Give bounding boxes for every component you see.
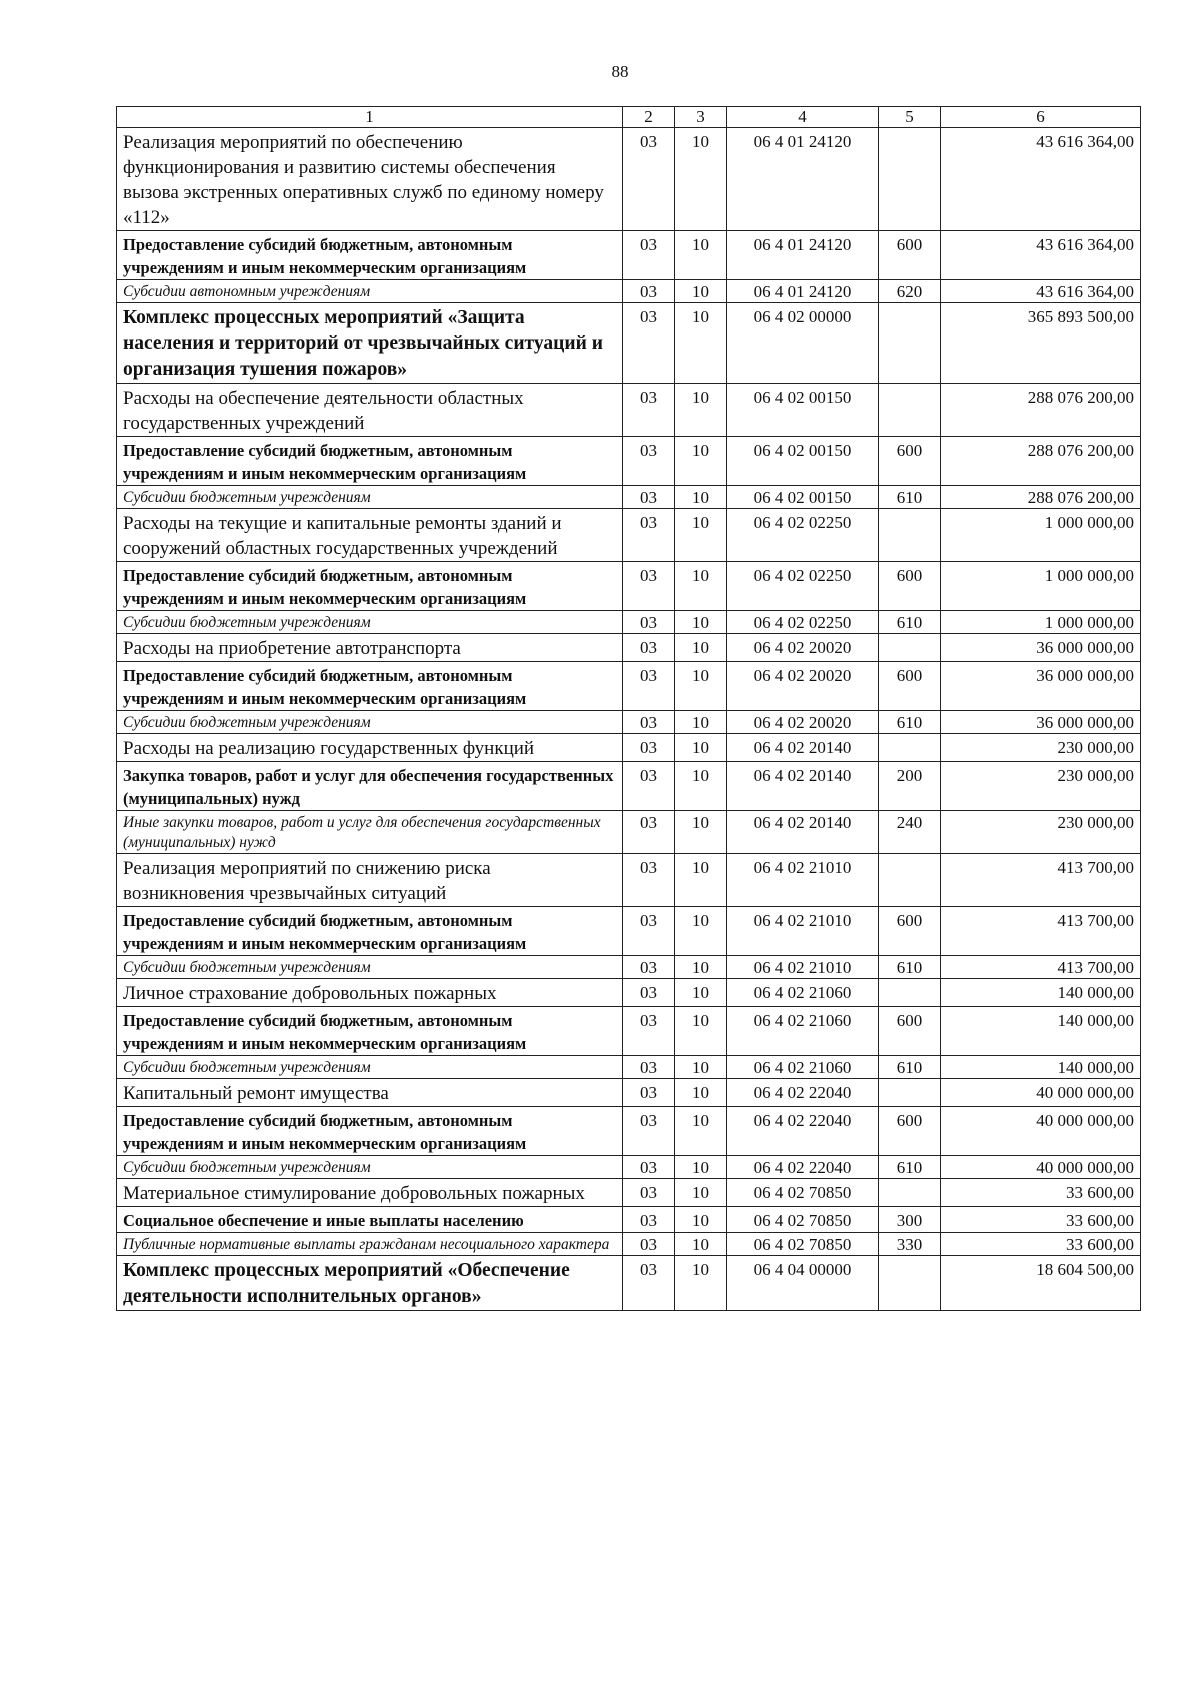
column-number-row [117, 107, 1141, 128]
row-name-cell: Социальное обеспечение и иные выплаты населению [117, 1207, 623, 1233]
section-code-cell: 03 [623, 1156, 675, 1179]
section-code-cell: 03 [623, 1179, 675, 1207]
table-row [117, 1079, 1141, 1107]
subsection-code-cell: 10 [675, 509, 727, 562]
row-name-cell: Предоставление субсидий бюджетным, автономным учреждениям и иным некоммерческим организациям [117, 231, 623, 280]
subsection-code-cell: 10 [675, 1056, 727, 1079]
row-name-cell: Субсидии бюджетным учреждениям [117, 486, 623, 509]
section-code-cell: 03 [623, 509, 675, 562]
table-row [117, 303, 1141, 384]
subsection-code-cell: 10 [675, 231, 727, 280]
table-row [117, 662, 1141, 711]
row-name-cell: Личное страхование добровольных пожарных [117, 979, 623, 1007]
subsection-code-cell: 10 [675, 762, 727, 811]
subsection-code-cell: 10 [675, 1207, 727, 1233]
amount-cell: 288 076 200,00 [941, 486, 1141, 509]
subsection-code-cell: 10 [675, 1233, 727, 1256]
section-code-cell: 03 [623, 956, 675, 979]
expense-type-cell: 240 [879, 811, 941, 854]
section-code-cell: 03 [623, 1233, 675, 1256]
section-code-cell: 03 [623, 854, 675, 907]
expense-type-cell: 610 [879, 711, 941, 734]
row-name-cell: Субсидии автономным учреждениям [117, 280, 623, 303]
expense-type-cell [879, 128, 941, 231]
column-number-2: 2 [623, 107, 675, 128]
amount-cell: 140 000,00 [941, 1056, 1141, 1079]
row-name-cell: Комплекс процессных мероприятий «Защита населения и территорий от чрезвычайных ситуаций и организация тушения пожаров» [117, 303, 623, 384]
section-code-cell: 03 [623, 128, 675, 231]
amount-cell: 33 600,00 [941, 1207, 1141, 1233]
row-name-cell: Материальное стимулирование добровольных пожарных [117, 1179, 623, 1207]
table-row [117, 280, 1141, 303]
table-row [117, 734, 1141, 762]
amount-cell: 33 600,00 [941, 1179, 1141, 1207]
table-row [117, 1056, 1141, 1079]
amount-cell: 43 616 364,00 [941, 128, 1141, 231]
expense-type-cell [879, 634, 941, 662]
column-number-4: 4 [727, 107, 879, 128]
table-row [117, 128, 1141, 231]
section-code-cell: 03 [623, 979, 675, 1007]
target-article-cell: 06 4 02 21060 [727, 1007, 879, 1056]
amount-cell: 140 000,00 [941, 1007, 1141, 1056]
section-code-cell: 03 [623, 231, 675, 280]
subsection-code-cell: 10 [675, 437, 727, 486]
expense-type-cell [879, 384, 941, 437]
amount-cell: 230 000,00 [941, 811, 1141, 854]
expense-type-cell: 600 [879, 1107, 941, 1156]
subsection-code-cell: 10 [675, 1256, 727, 1311]
section-code-cell: 03 [623, 1056, 675, 1079]
expense-type-cell [879, 979, 941, 1007]
subsection-code-cell: 10 [675, 711, 727, 734]
subsection-code-cell: 10 [675, 486, 727, 509]
table-row [117, 811, 1141, 854]
row-name-cell: Предоставление субсидий бюджетным, автономным учреждениям и иным некоммерческим организациям [117, 662, 623, 711]
table-row [117, 509, 1141, 562]
target-article-cell: 06 4 02 70850 [727, 1233, 879, 1256]
target-article-cell: 06 4 02 22040 [727, 1079, 879, 1107]
row-name-cell: Субсидии бюджетным учреждениям [117, 1156, 623, 1179]
expense-type-cell [879, 303, 941, 384]
row-name-cell: Субсидии бюджетным учреждениям [117, 611, 623, 634]
target-article-cell: 06 4 02 02250 [727, 509, 879, 562]
expense-type-cell [879, 1179, 941, 1207]
amount-cell: 43 616 364,00 [941, 231, 1141, 280]
row-name-cell: Закупка товаров, работ и услуг для обеспечения государственных (муниципальных) нужд [117, 762, 623, 811]
subsection-code-cell: 10 [675, 1156, 727, 1179]
subsection-code-cell: 10 [675, 384, 727, 437]
row-name-cell: Субсидии бюджетным учреждениям [117, 1056, 623, 1079]
column-number-5: 5 [879, 107, 941, 128]
section-code-cell: 03 [623, 1207, 675, 1233]
amount-cell: 230 000,00 [941, 762, 1141, 811]
amount-cell: 43 616 364,00 [941, 280, 1141, 303]
expense-type-cell: 300 [879, 1207, 941, 1233]
subsection-code-cell: 10 [675, 854, 727, 907]
amount-cell: 40 000 000,00 [941, 1079, 1141, 1107]
amount-cell: 40 000 000,00 [941, 1156, 1141, 1179]
subsection-code-cell: 10 [675, 1107, 727, 1156]
column-number-1: 1 [117, 107, 623, 128]
target-article-cell: 06 4 02 22040 [727, 1156, 879, 1179]
row-name-cell: Реализация мероприятий по снижению риска возникновения чрезвычайных ситуаций [117, 854, 623, 907]
table-row [117, 384, 1141, 437]
budget-table [116, 106, 1141, 1311]
section-code-cell: 03 [623, 1079, 675, 1107]
table-row [117, 1256, 1141, 1311]
table-row [117, 437, 1141, 486]
section-code-cell: 03 [623, 1007, 675, 1056]
row-name-cell: Предоставление субсидий бюджетным, автономным учреждениям и иным некоммерческим организациям [117, 1007, 623, 1056]
subsection-code-cell: 10 [675, 562, 727, 611]
table-row [117, 1207, 1141, 1233]
section-code-cell: 03 [623, 1256, 675, 1311]
table-row [117, 1233, 1141, 1256]
amount-cell: 413 700,00 [941, 956, 1141, 979]
subsection-code-cell: 10 [675, 611, 727, 634]
expense-type-cell: 620 [879, 280, 941, 303]
table-row [117, 231, 1141, 280]
row-name-cell: Субсидии бюджетным учреждениям [117, 956, 623, 979]
amount-cell: 140 000,00 [941, 979, 1141, 1007]
target-article-cell: 06 4 02 02250 [727, 611, 879, 634]
row-name-cell: Субсидии бюджетным учреждениям [117, 711, 623, 734]
expense-type-cell: 600 [879, 562, 941, 611]
row-name-cell: Предоставление субсидий бюджетным, автономным учреждениям и иным некоммерческим организациям [117, 1107, 623, 1156]
target-article-cell: 06 4 02 20140 [727, 762, 879, 811]
row-name-cell: Публичные нормативные выплаты гражданам несоциального характера [117, 1233, 623, 1256]
amount-cell: 1 000 000,00 [941, 509, 1141, 562]
table-row [117, 1107, 1141, 1156]
row-name-cell: Расходы на обеспечение деятельности областных государственных учреждений [117, 384, 623, 437]
target-article-cell: 06 4 01 24120 [727, 231, 879, 280]
row-name-cell: Предоставление субсидий бюджетным, автономным учреждениям и иным некоммерческим организациям [117, 907, 623, 956]
expense-type-cell: 600 [879, 907, 941, 956]
row-name-cell: Расходы на приобретение автотранспорта [117, 634, 623, 662]
target-article-cell: 06 4 02 21010 [727, 907, 879, 956]
expense-type-cell [879, 1079, 941, 1107]
expense-type-cell [879, 1256, 941, 1311]
expense-type-cell: 610 [879, 486, 941, 509]
section-code-cell: 03 [623, 1107, 675, 1156]
target-article-cell: 06 4 02 00150 [727, 437, 879, 486]
table-row [117, 634, 1141, 662]
target-article-cell: 06 4 02 20140 [727, 811, 879, 854]
amount-cell: 33 600,00 [941, 1233, 1141, 1256]
expense-type-cell: 610 [879, 1156, 941, 1179]
page-number: 88 [611, 62, 629, 81]
target-article-cell: 06 4 02 20020 [727, 634, 879, 662]
target-article-cell: 06 4 01 24120 [727, 128, 879, 231]
section-code-cell: 03 [623, 711, 675, 734]
target-article-cell: 06 4 02 20020 [727, 711, 879, 734]
amount-cell: 413 700,00 [941, 907, 1141, 956]
target-article-cell: 06 4 02 22040 [727, 1107, 879, 1156]
table-row [117, 562, 1141, 611]
row-name-cell: Реализация мероприятий по обеспечению функционирования и развитию системы обеспечения вызова экстренных оперативных служб по единому номеру «112» [117, 128, 623, 231]
target-article-cell: 06 4 02 00000 [727, 303, 879, 384]
section-code-cell: 03 [623, 384, 675, 437]
target-article-cell: 06 4 01 24120 [727, 280, 879, 303]
amount-cell: 230 000,00 [941, 734, 1141, 762]
expense-type-cell [879, 854, 941, 907]
subsection-code-cell: 10 [675, 1179, 727, 1207]
section-code-cell: 03 [623, 562, 675, 611]
section-code-cell: 03 [623, 907, 675, 956]
amount-cell: 1 000 000,00 [941, 611, 1141, 634]
amount-cell: 40 000 000,00 [941, 1107, 1141, 1156]
expense-type-cell [879, 509, 941, 562]
subsection-code-cell: 10 [675, 303, 727, 384]
section-code-cell: 03 [623, 811, 675, 854]
target-article-cell: 06 4 02 02250 [727, 562, 879, 611]
amount-cell: 36 000 000,00 [941, 711, 1141, 734]
row-name-cell: Капитальный ремонт имущества [117, 1079, 623, 1107]
target-article-cell: 06 4 02 21010 [727, 854, 879, 907]
expense-type-cell: 200 [879, 762, 941, 811]
section-code-cell: 03 [623, 280, 675, 303]
table-row [117, 762, 1141, 811]
expense-type-cell: 610 [879, 611, 941, 634]
table-row [117, 1007, 1141, 1056]
row-name-cell: Расходы на текущие и капитальные ремонты зданий и сооружений областных государственных учреждений [117, 509, 623, 562]
expense-type-cell [879, 734, 941, 762]
subsection-code-cell: 10 [675, 907, 727, 956]
budget-table-body [117, 107, 1141, 1311]
section-code-cell: 03 [623, 662, 675, 711]
table-row [117, 611, 1141, 634]
subsection-code-cell: 10 [675, 956, 727, 979]
table-row [117, 979, 1141, 1007]
column-number-6: 6 [941, 107, 1141, 128]
amount-cell: 18 604 500,00 [941, 1256, 1141, 1311]
expense-type-cell: 610 [879, 1056, 941, 1079]
target-article-cell: 06 4 02 20140 [727, 734, 879, 762]
table-row [117, 711, 1141, 734]
subsection-code-cell: 10 [675, 662, 727, 711]
subsection-code-cell: 10 [675, 811, 727, 854]
target-article-cell: 06 4 02 00150 [727, 486, 879, 509]
section-code-cell: 03 [623, 486, 675, 509]
target-article-cell: 06 4 02 21060 [727, 979, 879, 1007]
expense-type-cell: 610 [879, 956, 941, 979]
target-article-cell: 06 4 02 70850 [727, 1207, 879, 1233]
subsection-code-cell: 10 [675, 280, 727, 303]
amount-cell: 36 000 000,00 [941, 634, 1141, 662]
row-name-cell: Комплекс процессных мероприятий «Обеспечение деятельности исполнительных органов» [117, 1256, 623, 1311]
expense-type-cell: 600 [879, 437, 941, 486]
target-article-cell: 06 4 04 00000 [727, 1256, 879, 1311]
expense-type-cell: 330 [879, 1233, 941, 1256]
amount-cell: 36 000 000,00 [941, 662, 1141, 711]
amount-cell: 1 000 000,00 [941, 562, 1141, 611]
row-name-cell: Расходы на реализацию государственных функций [117, 734, 623, 762]
target-article-cell: 06 4 02 21060 [727, 1056, 879, 1079]
subsection-code-cell: 10 [675, 734, 727, 762]
amount-cell: 413 700,00 [941, 854, 1141, 907]
section-code-cell: 03 [623, 634, 675, 662]
section-code-cell: 03 [623, 762, 675, 811]
section-code-cell: 03 [623, 303, 675, 384]
section-code-cell: 03 [623, 734, 675, 762]
subsection-code-cell: 10 [675, 979, 727, 1007]
target-article-cell: 06 4 02 70850 [727, 1179, 879, 1207]
target-article-cell: 06 4 02 00150 [727, 384, 879, 437]
row-name-cell: Предоставление субсидий бюджетным, автономным учреждениям и иным некоммерческим организациям [117, 562, 623, 611]
row-name-cell: Предоставление субсидий бюджетным, автономным учреждениям и иным некоммерческим организациям [117, 437, 623, 486]
amount-cell: 288 076 200,00 [941, 384, 1141, 437]
expense-type-cell: 600 [879, 1007, 941, 1056]
target-article-cell: 06 4 02 20020 [727, 662, 879, 711]
table-row [117, 907, 1141, 956]
table-row [117, 1156, 1141, 1179]
expense-type-cell: 600 [879, 231, 941, 280]
subsection-code-cell: 10 [675, 1007, 727, 1056]
expense-type-cell: 600 [879, 662, 941, 711]
column-number-3: 3 [675, 107, 727, 128]
row-name-cell: Иные закупки товаров, работ и услуг для обеспечения государственных (муниципальных) нужд [117, 811, 623, 854]
table-row [117, 486, 1141, 509]
table-row [117, 854, 1141, 907]
section-code-cell: 03 [623, 611, 675, 634]
target-article-cell: 06 4 02 21010 [727, 956, 879, 979]
amount-cell: 365 893 500,00 [941, 303, 1141, 384]
subsection-code-cell: 10 [675, 1079, 727, 1107]
section-code-cell: 03 [623, 437, 675, 486]
table-row [117, 956, 1141, 979]
amount-cell: 288 076 200,00 [941, 437, 1141, 486]
subsection-code-cell: 10 [675, 128, 727, 231]
subsection-code-cell: 10 [675, 634, 727, 662]
table-row [117, 1179, 1141, 1207]
